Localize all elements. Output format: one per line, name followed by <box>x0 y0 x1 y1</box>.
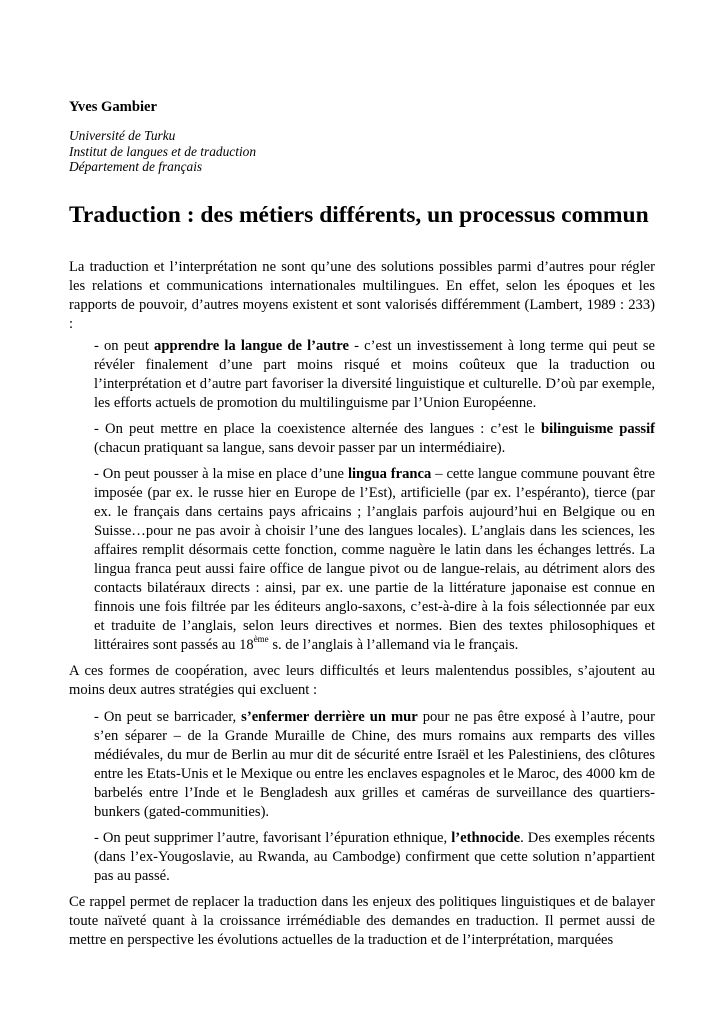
list-item <box>94 420 655 458</box>
document-title: Traduction : des métiers différents, un processus commun <box>69 202 649 228</box>
item-text: - on peut <box>94 338 155 354</box>
item-text: s. de l’anglais à l’allemand via le français. <box>268 637 519 653</box>
item-text: . Des exemples récents (dans l’ex-Yougoslavie, au Rwanda, au Cambodge) confirment que cette solution n’appartient pas au passé. <box>94 830 655 884</box>
item-text: (chacun pratiquant sa langue, sans devoir passer par un intermédiaire). <box>94 440 506 456</box>
affiliation-institute: Institut de langues et de traduction <box>69 143 257 159</box>
list-item <box>94 465 655 655</box>
item-text: pour ne pas être exposé à l’autre, pour s’en séparer – de la Grande Muraille de Chine, des murs romains aux remparts des villes médiévales, du mur de Berlin au mur dit de sécurité entre Israël et les Palestiniens, des clôtures entre les Etats-Unis et le Mexique ou entre les enclaves espagnoles et le Maroc, des 4000 km de barbelés entre l’Inde et le Bengladesh aux grilles et caméras de surveillance des quartiers-bunkers (gated-communities). <box>94 709 655 820</box>
list-item <box>94 708 655 822</box>
list-item <box>94 337 655 413</box>
closing-paragraph: Ce rappel permet de replacer la traduction dans les enjeux des politiques linguistiques et de balayer toute naïveté quant à la croissance irrémédiable des demandes en traduction. Il permet aussi de mettre en perspective les évolutions actuelles de la traduction et de l’interprétation, marquées <box>69 894 655 948</box>
affiliation-department: Département de français <box>69 159 203 174</box>
affiliation-block <box>69 128 256 175</box>
item-text: - On peut supprimer l’autre, favorisant l’épuration ethnique, <box>94 830 452 846</box>
author-name: Yves Gambier <box>69 99 157 115</box>
item-text: - On peut pousser à la mise en place d’une <box>94 466 348 482</box>
item-text: - On peut se barricader, <box>94 709 242 725</box>
list-item <box>94 829 655 886</box>
body-text <box>69 258 655 950</box>
item-text: - On peut mettre en place la coexistence alternée des langues : c’est le <box>94 421 541 437</box>
item-emphasis: apprendre la langue de l’autre <box>154 338 349 354</box>
affiliation-university: Université de Turku <box>69 128 176 143</box>
middle-paragraph: A ces formes de coopération, avec leurs difficultés et leurs malentendus possibles, s’ajoutent au moins deux autres stratégies qui excluent : <box>69 663 655 698</box>
item-text: – cette langue commune pouvant être imposée (par ex. le russe hier en Europe de l’Est), artificielle (par ex. l’espéranto), tierce (par ex. le français dans certains pays africains ; l’anglais parfois aujourd’hui en Belgique ou en Suisse…pour ne pas avoir à choisir l’une des langues locales). L’anglais dans les sciences, les affaires remplit désormais cette fonction, comme naguère le latin dans les échanges lettrés. La lingua franca peut aussi faire office de langue pivot ou de langue-relais, au détriment alors des contacts bilatéraux directs : ainsi, par ex. une partie de la littérature japonaise est connue en finnois une fois filtrée par les éditeurs anglo-saxons, c’est-à-dire à la fois sélectionnée par eux et traduite de l’anglais, selon leurs directives et normes. Bien des textes philosophiques et littéraires sont passés au 18 <box>94 466 655 653</box>
item-emphasis: lingua franca <box>347 466 432 482</box>
item-emphasis: bilinguisme passif <box>540 421 655 437</box>
item-emphasis: l’ethnocide <box>451 830 521 846</box>
item-text: - c’est un investissement à long terme qui peut se révéler finalement d’une part moins risqué et moins coûteux que la traduction ou l’interprétation et d’autre part favoriser la diversité linguistique et culturelle. D’où par exemple, les efforts actuels de promotion du multilinguisme par l’Union Européenne. <box>94 338 656 411</box>
item-emphasis: s’enfermer derrière un mur <box>241 709 418 725</box>
superscript: ème <box>253 634 269 645</box>
intro-paragraph: La traduction et l’interprétation ne sont qu’une des solutions possibles parmi d’autres pour régler les relations et communications internationales multilingues. En effet, selon les époques et les rapports de pouvoir, d’autres moyens existent et sont valorisés différemment (Lambert, 1989 : 233) : <box>69 259 655 332</box>
